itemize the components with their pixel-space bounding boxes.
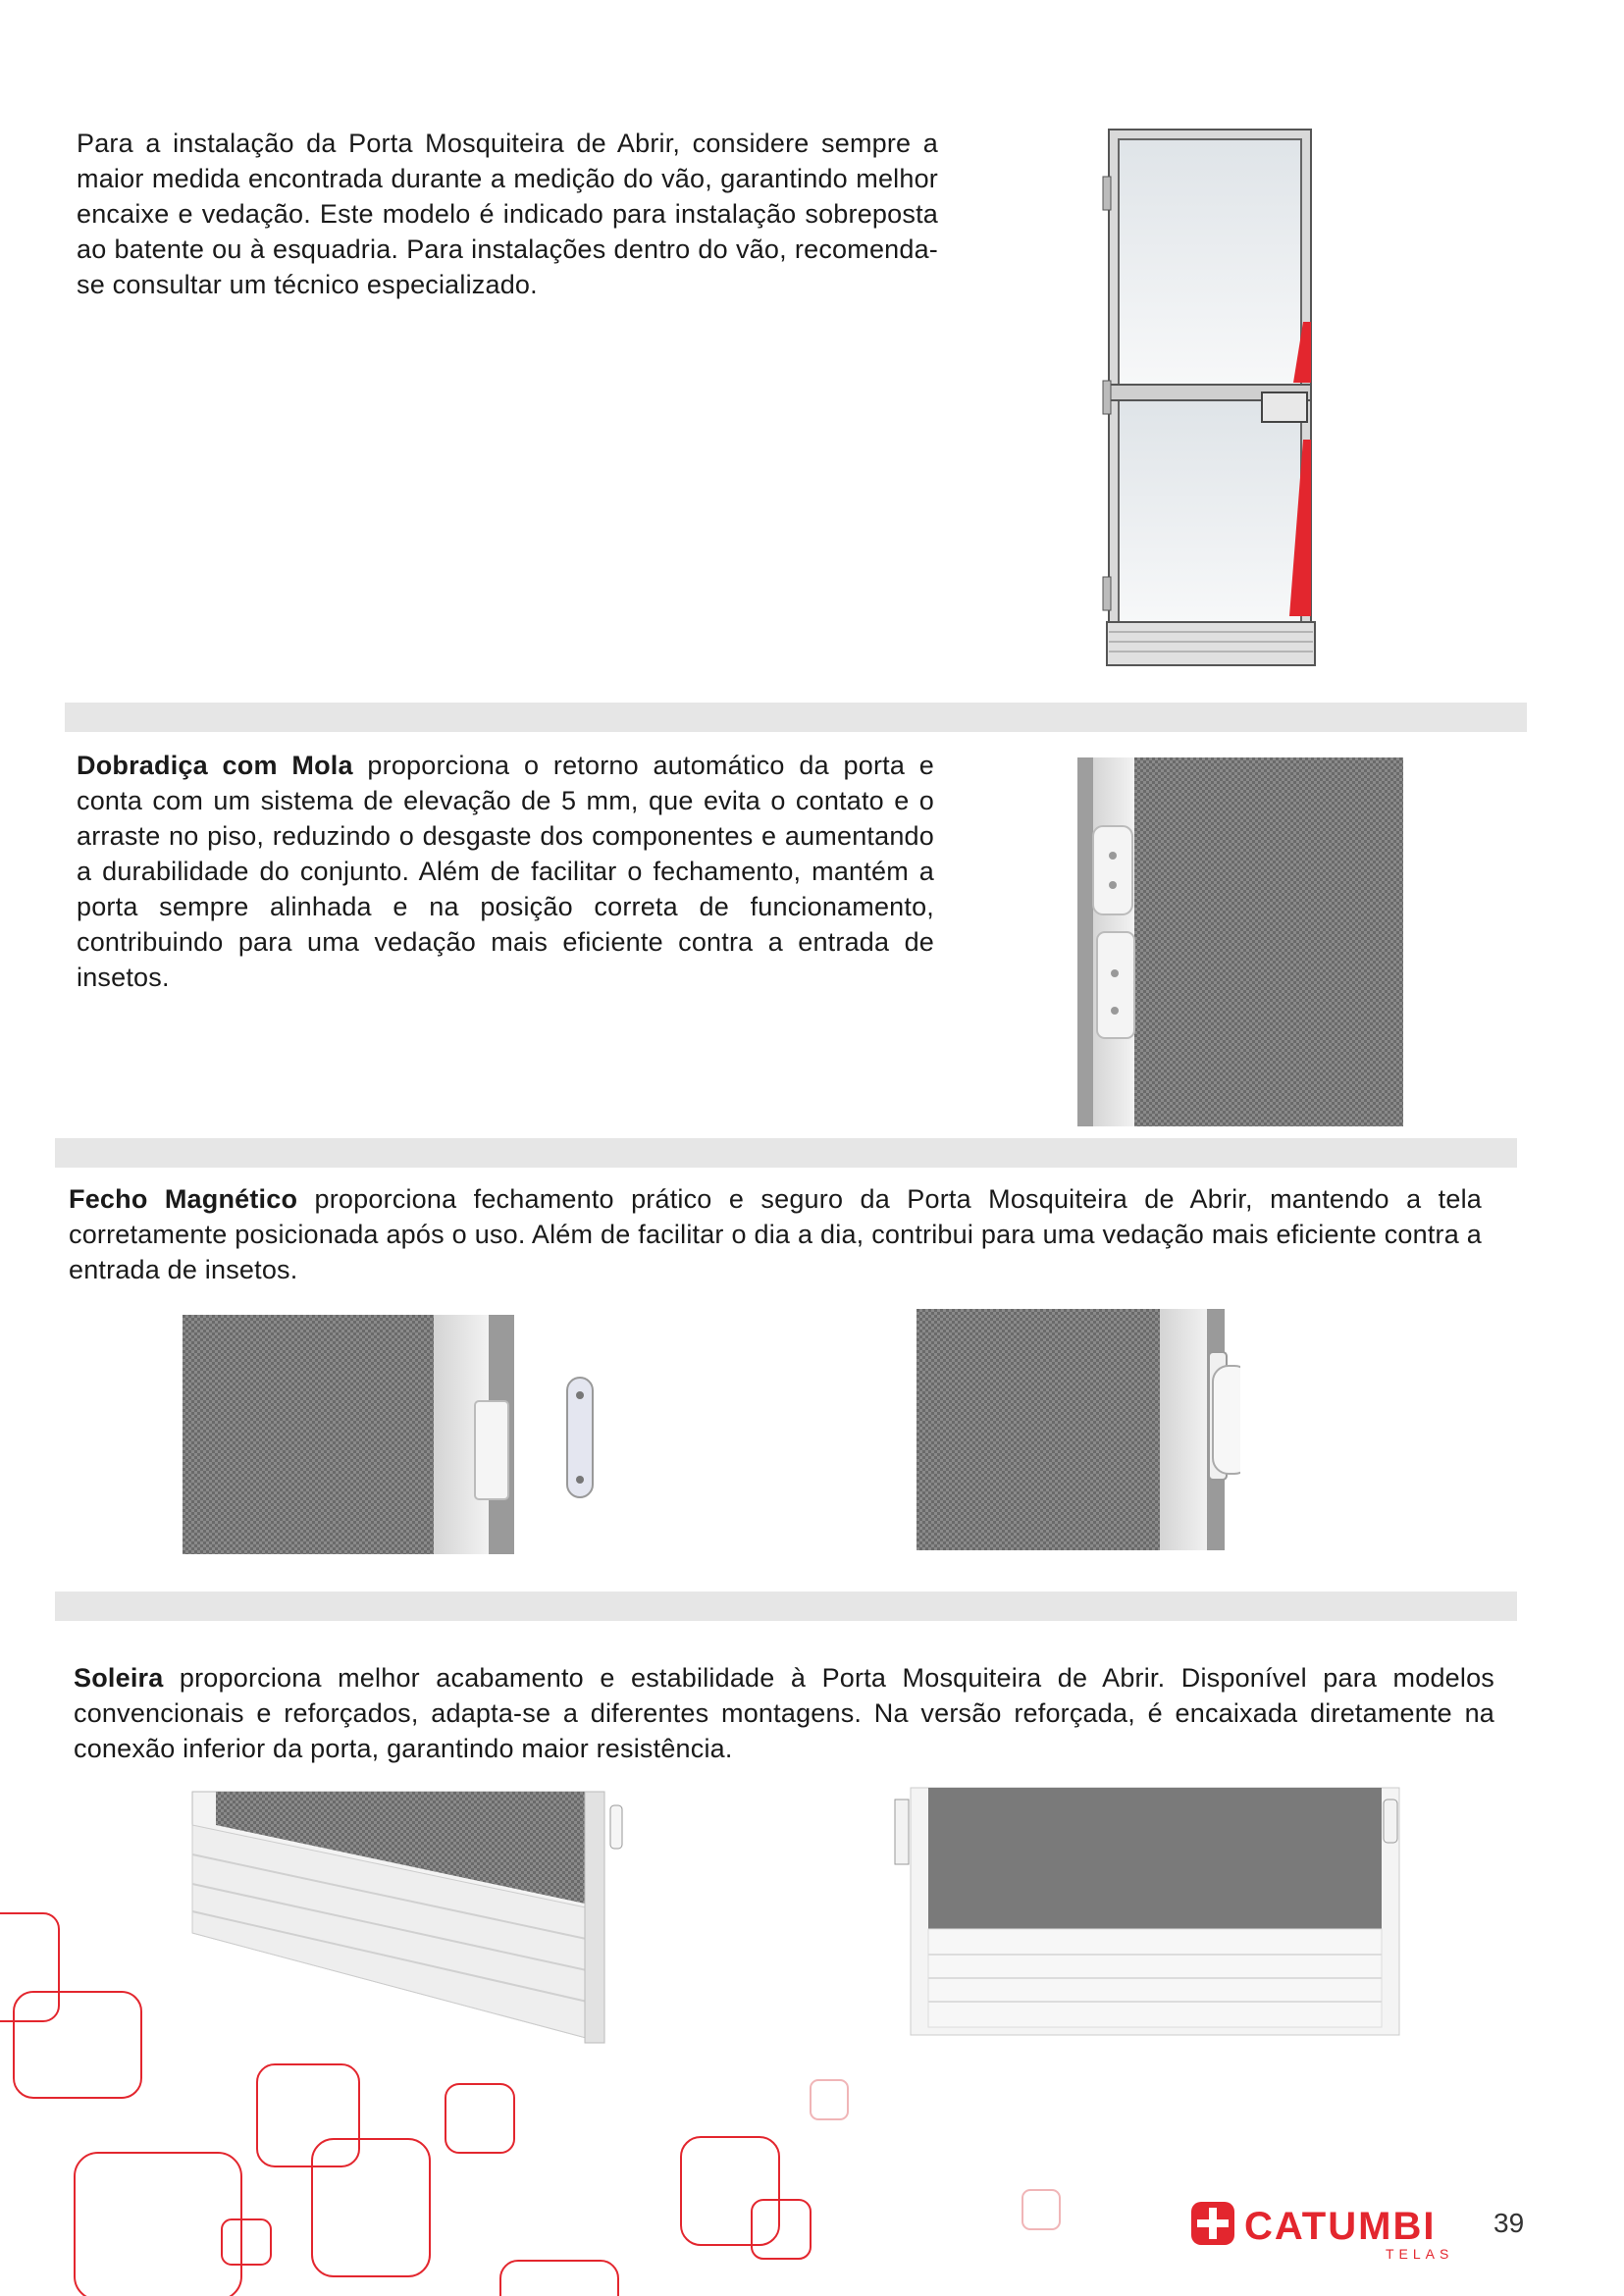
hinge-paragraph	[77, 748, 934, 995]
magnetic-latch-closed-figure	[917, 1309, 1240, 1550]
hinge-title: Dobradiça com Mola	[77, 751, 353, 780]
magnetic-title: Fecho Magnético	[69, 1184, 298, 1214]
divider-band-2	[55, 1138, 1517, 1168]
intro-paragraph: Para a instalação da Porta Mosquiteira de Abrir, considere sempre a maior medida encontrada durante a medição do vão, garantindo melhor encaixe e vedação. Este modelo é indicado para instalação sobreposta ao batente ou à esquadria. Para instalações dentro do vão, recomenda-se consultar um técnico especializado.	[77, 129, 938, 299]
hinge-text: proporciona o retorno automático da porta e conta com um sistema de elevação de 5 mm, que evita o contato e o arraste no piso, reduzindo o desgaste dos componentes e aumentando a durabilidade do conjunto. Além de facilitar o fechamento, mantém a porta sempre alinhada e na posição correta de funcionamento, contribuindo para uma vedação mais eficiente contra a entrada de insetos.	[77, 751, 934, 992]
divider-band-1	[65, 703, 1527, 732]
magnetic-latch-open-figure	[183, 1315, 614, 1554]
magnetic-text: proporciona fechamento prático e seguro da Porta Mosquiteira de Abrir, mantendo a tela corretamente posicionada após o uso. Além de facilitar o dia a dia, contribui para uma vedação mais eficiente contra a entrada de insetos.	[69, 1184, 1482, 1284]
threshold-title: Soleira	[74, 1663, 164, 1693]
threshold-text: proporciona melhor acabamento e estabilidade à Porta Mosquiteira de Abrir. Disponível para modelos convencionais e reforçados, adapta-se a diferentes montagens. Na versão reforçada, é encaixada diretamente na conexão inferior da porta, garantindo maior resistência.	[74, 1663, 1494, 1763]
spring-hinge-figure	[1070, 757, 1403, 1126]
divider-band-3	[55, 1592, 1517, 1621]
door-diagram-figure	[1097, 126, 1391, 675]
page-number: 39	[1493, 2208, 1525, 2238]
magnetic-paragraph	[69, 1181, 1482, 1287]
brand-name: CATUMBI	[1244, 2205, 1437, 2248]
threshold-paragraph	[74, 1660, 1494, 1766]
decorative-squares	[0, 1904, 1079, 2296]
catumbi-logo	[1189, 2196, 1474, 2265]
brand-sub: TELAS	[1386, 2246, 1454, 2262]
